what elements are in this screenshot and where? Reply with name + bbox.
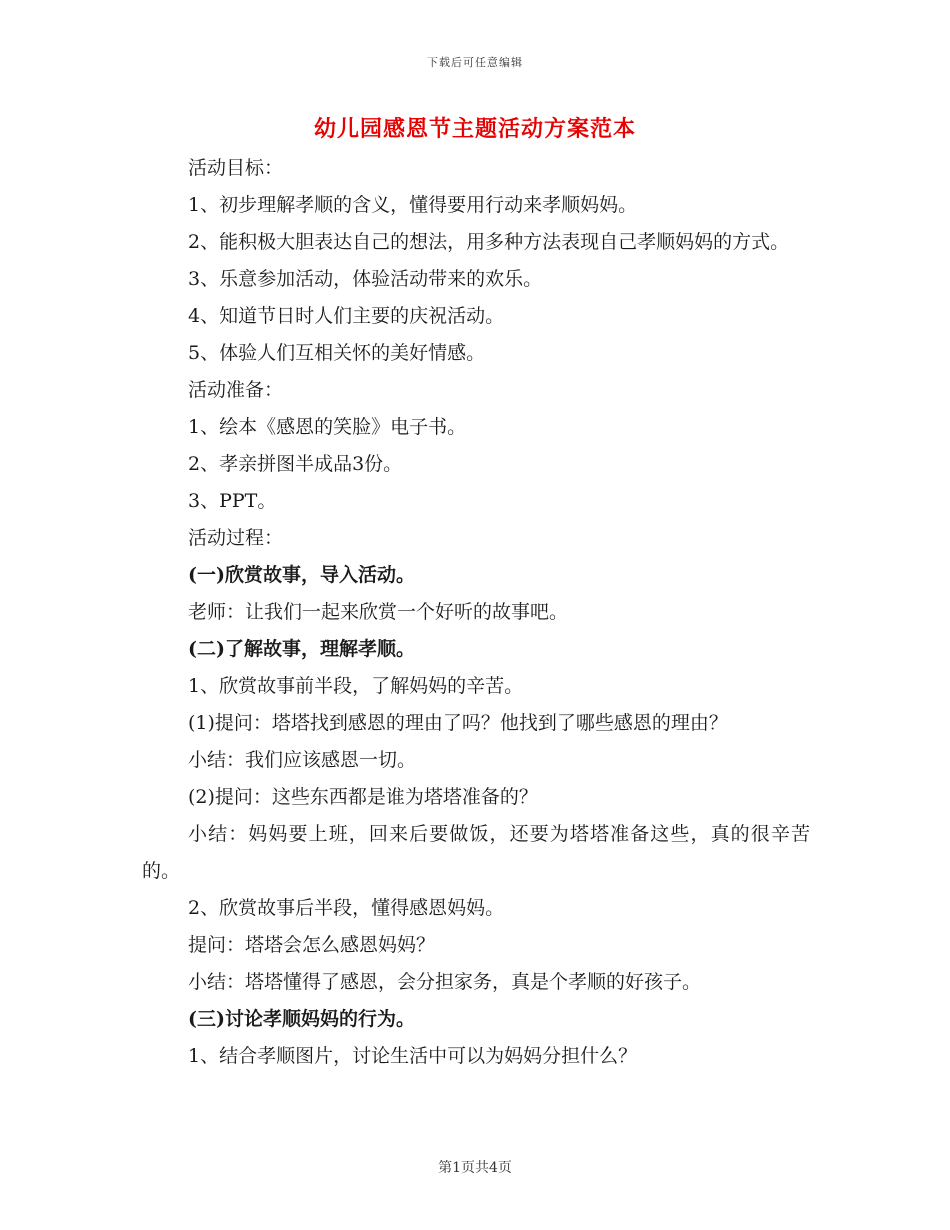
para-story-first-half: 1、欣赏故事前半段，了解妈妈的辛苦。 — [188, 675, 524, 697]
para-prep-1: 1、绘本《感恩的笑脸》电子书。 — [188, 416, 467, 438]
para-summary-3: 小结：塔塔懂得了感恩，会分担家务，真是个孝顺的好孩子。 — [188, 971, 702, 993]
para-prep-2: 2、孝亲拼图半成品3份。 — [188, 453, 403, 475]
header-note: 下载后可任意编辑 — [427, 56, 523, 69]
para-section-1-heading: (一)欣赏故事，导入活动。 — [188, 564, 415, 586]
para-teacher-line: 老师：让我们一起来欣赏一个好听的故事吧。 — [188, 601, 569, 623]
para-goal-3: 3、乐意参加活动，体验活动带来的欢乐。 — [188, 268, 543, 290]
para-question-2: (2)提问：这些东西都是谁为塔塔准备的？ — [188, 786, 538, 808]
para-process-heading: 活动过程： — [188, 527, 284, 549]
para-section-2-heading: (二)了解故事，理解孝顺。 — [188, 638, 415, 660]
page-footer: 第1页共4页 — [438, 1160, 512, 1176]
para-goal-5: 5、体验人们互相关怀的美好情感。 — [188, 342, 486, 364]
para-goal-4: 4、知道节日时人们主要的庆祝活动。 — [188, 305, 505, 327]
document-body — [142, 150, 810, 1075]
para-story-second-half: 2、欣赏故事后半段，懂得感恩妈妈。 — [188, 897, 505, 919]
para-prep-heading: 活动准备： — [188, 379, 284, 401]
document-title: 幼儿园感恩节主题活动方案范本 — [313, 116, 636, 142]
para-summary-2: 小结：妈妈要上班，回来后要做饭，还要为塔塔准备这些，真的很辛苦的。 — [142, 823, 810, 882]
para-goals-heading: 活动目标： — [188, 157, 284, 179]
para-section-3-heading: (三)讨论孝顺妈妈的行为。 — [188, 1008, 415, 1030]
para-goal-1: 1、初步理解孝顺的含义，懂得要用行动来孝顺妈妈。 — [188, 194, 638, 216]
para-summary-1: 小结：我们应该感恩一切。 — [188, 749, 417, 771]
para-question-1: (1)提问：塔塔找到感恩的理由了吗？他找到了哪些感恩的理由？ — [188, 712, 728, 734]
para-discussion-1: 1、结合孝顺图片，讨论生活中可以为妈妈分担什么？ — [188, 1045, 638, 1067]
para-prep-3: 3、PPT。 — [188, 490, 277, 512]
para-goal-2: 2、能积极大胆表达自己的想法，用多种方法表现自己孝顺妈妈的方式。 — [188, 231, 790, 253]
para-question-3: 提问：塔塔会怎么感恩妈妈？ — [188, 934, 436, 956]
